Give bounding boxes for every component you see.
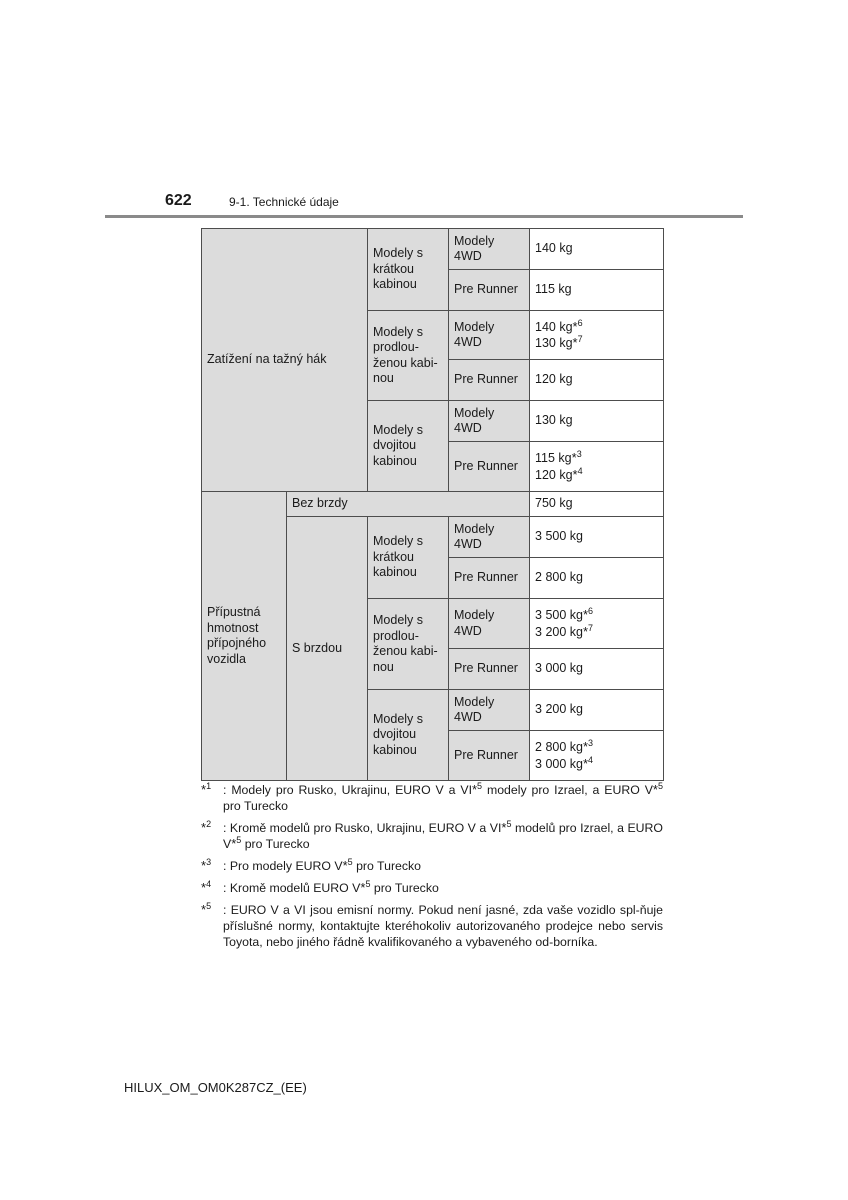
pre-runner-label: Pre Runner xyxy=(449,442,530,492)
footnote-star: * xyxy=(572,318,578,334)
footnote-star: * xyxy=(231,836,237,851)
footnote-text: : EURO V a VI jsou emisní normy. Pokud není jasné, zda vaše vozidlo spl-ňuje příslušné normy, kontaktujte kteréhokoliv autorizovaného prodejce nebo servis Toyota, nebo jiného řádně kvalifikovaného a vybaveného od-borníka. xyxy=(223,903,663,949)
group-label-tow-hook-load: Zatížení na tažný hák xyxy=(202,229,368,492)
value-cell: 750 kg xyxy=(530,492,664,517)
table-row xyxy=(202,229,664,270)
footnote-number: 1 xyxy=(206,781,212,791)
footnote-ref: 3 xyxy=(588,738,594,748)
value-cell: 3 200 kg xyxy=(530,690,664,731)
cab-double-label: Modely s dvojitou kabinou xyxy=(368,690,449,781)
footnote-5 xyxy=(201,902,663,950)
footnote-star: * xyxy=(201,902,207,917)
cab-extended-label: Modely s prodlou-ženou kabi-nou xyxy=(368,311,449,401)
model-4wd-label: Modely 4WD xyxy=(449,311,530,360)
footnote-ref: 3 xyxy=(576,449,582,459)
value-cell xyxy=(530,311,664,360)
text-segment: pro Turecko xyxy=(223,799,288,813)
text-segment: : Kromě modelů pro Rusko, Ukrajinu, EURO V a VI xyxy=(223,821,502,835)
model-4wd-label: Modely 4WD xyxy=(449,690,530,731)
value-cell: 140 kg xyxy=(530,229,664,270)
value-text: 2 800 kg xyxy=(535,740,583,754)
text-segment: modely pro Izrael, a EURO V xyxy=(482,783,653,797)
cab-double-label: Modely s dvojitou kabinou xyxy=(368,401,449,492)
value-cell: 130 kg xyxy=(530,401,664,442)
footnotes xyxy=(201,782,663,956)
footnote-1 xyxy=(201,782,663,814)
footnote-star: * xyxy=(201,880,207,895)
value-text: 115 kg xyxy=(535,451,572,465)
pre-runner-label: Pre Runner xyxy=(449,731,530,781)
pre-runner-label: Pre Runner xyxy=(449,360,530,401)
footnote-ref: 5 xyxy=(477,781,483,791)
footnote-mark xyxy=(201,858,223,874)
footnote-text xyxy=(223,782,663,814)
footnote-star: * xyxy=(201,782,207,797)
footnote-star: * xyxy=(201,820,207,835)
footnote-4 xyxy=(201,880,663,896)
footnote-star: * xyxy=(501,820,507,835)
model-4wd-label: Modely 4WD xyxy=(449,229,530,270)
value-text: 3 500 kg xyxy=(535,608,583,622)
footnote-ref: 6 xyxy=(588,606,594,616)
footnote-ref: 5 xyxy=(347,857,353,867)
value-text: 140 kg xyxy=(535,319,573,334)
value-text: 130 kg xyxy=(535,336,573,350)
footnote-number: 2 xyxy=(206,819,212,829)
footnote-number: 3 xyxy=(206,857,212,867)
pre-runner-label: Pre Runner xyxy=(449,558,530,599)
footnote-text xyxy=(223,820,663,852)
footnote-text xyxy=(223,858,663,874)
cab-short-label: Modely s krátkou kabinou xyxy=(368,517,449,599)
footnote-star: * xyxy=(572,335,578,350)
footnote-star: * xyxy=(582,623,589,639)
value-cell: 3 500 kg xyxy=(530,517,664,558)
text-segment: pro Turecko xyxy=(370,881,439,895)
footnote-star: * xyxy=(342,858,348,873)
document-code: HILUX_OM_OM0K287CZ_(EE) xyxy=(124,1080,307,1095)
footnote-star: * xyxy=(582,739,589,754)
footnote-mark xyxy=(201,902,223,950)
footnote-mark xyxy=(201,782,223,814)
footnote-star: * xyxy=(652,782,658,797)
footnote-star: * xyxy=(471,782,478,797)
text-segment: pro Turecko xyxy=(241,837,310,851)
pre-runner-label: Pre Runner xyxy=(449,270,530,311)
footnote-number: 4 xyxy=(206,879,212,889)
footnote-star: * xyxy=(201,858,207,873)
footnote-ref: 5 xyxy=(657,781,663,791)
footnote-mark xyxy=(201,880,223,896)
footnote-star: * xyxy=(582,607,589,622)
footnote-text xyxy=(223,880,663,896)
footnote-ref: 5 xyxy=(236,835,242,845)
footnote-ref: 5 xyxy=(365,879,371,889)
section-title: 9-1. Technické údaje xyxy=(229,195,339,209)
footnote-ref: 5 xyxy=(506,819,512,829)
value-cell xyxy=(530,731,664,781)
footnote-ref: 4 xyxy=(577,465,583,476)
with-brake-label: S brzdou xyxy=(287,517,368,781)
model-4wd-label: Modely 4WD xyxy=(449,401,530,442)
value-cell xyxy=(530,599,664,649)
cab-short-label: Modely s krátkou kabinou xyxy=(368,229,449,311)
no-brake-label: Bez brzdy xyxy=(287,492,530,517)
value-cell xyxy=(530,442,664,492)
footnote-ref: 4 xyxy=(588,754,594,765)
footnote-ref: 6 xyxy=(577,317,583,328)
footnote-ref: 7 xyxy=(588,622,594,633)
value-text: 3 200 kg xyxy=(535,624,583,639)
footnote-star: * xyxy=(572,466,578,482)
text-segment: : Modely pro Rusko, Ukrajinu, EURO V a VI xyxy=(223,783,472,797)
page-number: 622 xyxy=(165,192,192,209)
footnote-number: 5 xyxy=(206,901,212,911)
footnote-star: * xyxy=(571,450,577,465)
footnote-star: * xyxy=(360,880,366,895)
specification-table xyxy=(201,228,664,781)
value-text: 120 kg xyxy=(535,467,573,482)
text-segment: pro Turecko xyxy=(352,859,422,873)
footnote-2 xyxy=(201,820,663,852)
value-cell: 120 kg xyxy=(530,360,664,401)
footnote-3 xyxy=(201,858,663,874)
table-row xyxy=(202,492,664,517)
model-4wd-label: Modely 4WD xyxy=(449,599,530,649)
model-4wd-label: Modely 4WD xyxy=(449,517,530,558)
footnote-mark xyxy=(201,820,223,852)
value-cell: 115 kg xyxy=(530,270,664,311)
pre-runner-label: Pre Runner xyxy=(449,649,530,690)
value-text: 3 000 kg xyxy=(535,756,583,771)
cab-extended-label: Modely s prodlou-ženou kabi-nou xyxy=(368,599,449,690)
text-segment: : Pro modely EURO V xyxy=(223,859,343,873)
value-cell: 3 000 kg xyxy=(530,649,664,690)
value-cell: 2 800 kg xyxy=(530,558,664,599)
footnote-ref: 7 xyxy=(577,334,583,344)
header-rule xyxy=(105,215,743,218)
text-segment: modelů pro Izrael, a EURO V xyxy=(223,821,663,851)
footnote-star: * xyxy=(582,755,589,771)
text-segment: : Kromě modelů EURO V xyxy=(223,881,361,895)
group-label-trailer-weight: Přípustná hmotnost přípojného vozidla xyxy=(202,492,287,781)
